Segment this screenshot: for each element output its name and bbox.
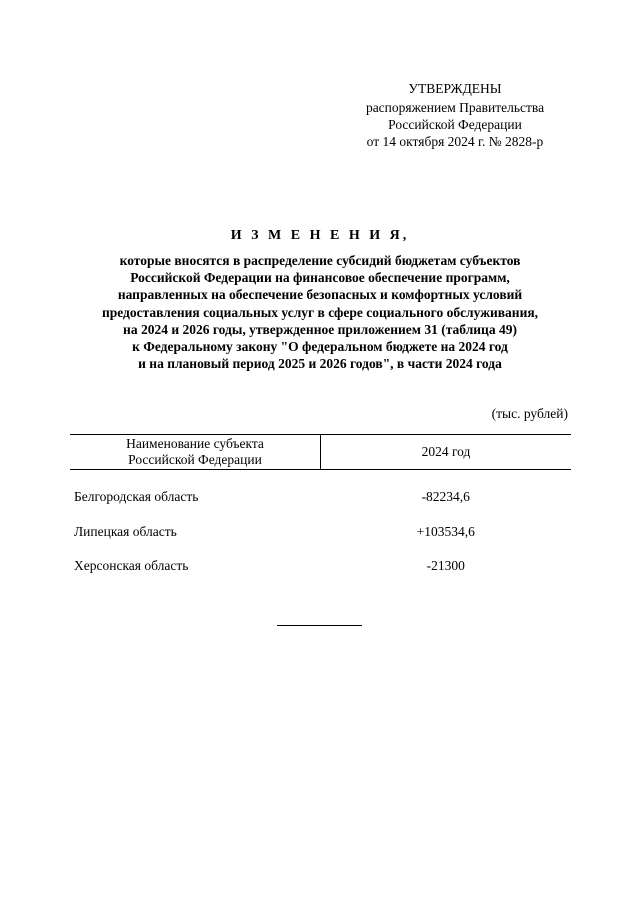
region-name: Белгородская область — [74, 489, 199, 505]
subtitle-line: на 2024 и 2026 годы, утвержденное приложением 31 (таблица 49) — [123, 321, 517, 337]
header-year: 2024 год — [321, 435, 572, 470]
approval-line: распоряжением Правительства — [365, 100, 545, 115]
unit-label: (тыс. рублей) — [491, 406, 568, 421]
region-value: +103534,6 — [416, 523, 475, 539]
header-subject-line: Наименование субъекта — [126, 436, 264, 451]
table-row — [70, 515, 571, 550]
approval-heading: УТВЕРЖДЕНЫ — [408, 81, 502, 96]
subtitle-line: и на плановый период 2025 и 2026 годов", в части 2024 года — [138, 356, 502, 372]
approval-line: от 14 октября 2024 г. № 2828-р — [366, 134, 544, 149]
closing-rule — [277, 625, 362, 626]
table-row — [70, 470, 571, 515]
subtitle-line: к Федеральному закону "О федеральном бюджете на 2024 год — [132, 339, 508, 355]
subtitle-line: которые вносятся в распределение субсидий бюджетам субъектов — [119, 253, 521, 268]
approval-line: Российской Федерации — [388, 117, 522, 132]
document-title: И З М Е Н Е Н И Я, — [230, 228, 410, 243]
document-subtitle — [60, 252, 580, 372]
approval-block — [340, 80, 570, 150]
subtitle-line: Российской Федерации на финансовое обеспечение программ, — [130, 270, 510, 286]
subtitle-line: направленных на обеспечение безопасных и комфортных условий — [117, 287, 523, 303]
header-subject-name — [70, 435, 321, 470]
subsidy-table — [70, 434, 571, 584]
table-row — [70, 549, 571, 584]
region-value: -82234,6 — [421, 489, 470, 505]
header-subject-line: Российской Федерации — [128, 452, 262, 467]
region-value: -21300 — [426, 558, 465, 574]
subtitle-line: предоставления социальных услуг в сфере социального обслуживания, — [101, 304, 539, 320]
region-name: Липецкая область — [74, 523, 177, 539]
region-name: Херсонская область — [74, 558, 189, 574]
table-header-row — [70, 435, 571, 470]
